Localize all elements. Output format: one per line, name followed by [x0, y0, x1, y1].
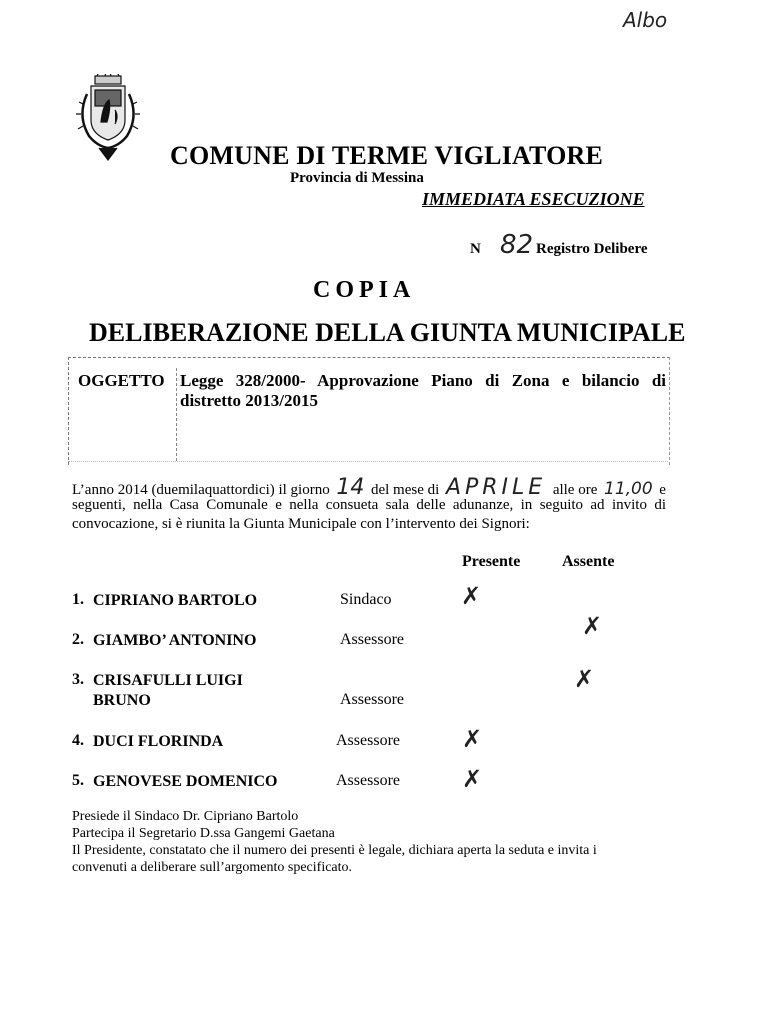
handwritten-month: APRILE [445, 475, 547, 500]
member-3-role: Assessore [340, 691, 404, 708]
member-4-number: 4. [72, 732, 84, 749]
subject-label: OGGETTO [78, 371, 165, 390]
execution-status: IMMEDIATA ESECUZIONE [422, 189, 645, 209]
intro-text-rest: seguenti, nella Casa Comunale e nella consueta sala delle adunanze, in seguito ad invito di convocazione, si è riunita la Giunta Municipale con l’intervento dei Signori: [72, 497, 666, 532]
document-title: DELIBERAZIONE DELLA GIUNTA MUNICIPALE [89, 318, 686, 347]
municipal-crest-logo [75, 74, 141, 166]
intro-text-month-label: del mese di [370, 482, 440, 498]
intro-text-e: e [659, 482, 666, 498]
absent-column-header: Assente [562, 553, 615, 570]
member-3-number: 3. [72, 671, 84, 688]
member-1-present-mark: ✗ [461, 582, 482, 610]
register-number-value: 82 [500, 230, 534, 260]
member-4-role: Assessore [336, 732, 400, 749]
member-1-name: CIPRIANO BARTOLO [93, 592, 258, 609]
member-2-absent-mark: ✗ [582, 612, 603, 640]
register-n-label: N [470, 241, 481, 257]
member-4-name: DUCI FLORINDA [93, 733, 224, 750]
member-5-number: 5. [72, 772, 84, 789]
member-5-role: Assessore [336, 772, 400, 789]
member-5-present-mark: ✗ [462, 765, 483, 793]
coat-of-arms-icon [75, 74, 141, 166]
subject-text: Legge 328/2000- Approvazione Piano di Zona e bilancio di distretto 2013/2015 [180, 371, 666, 410]
member-2-role: Assessore [340, 631, 404, 648]
subject-divider [176, 368, 177, 461]
present-column-header: Presente [462, 553, 521, 570]
member-5-name: GENOVESE DOMENICO [93, 773, 278, 790]
member-2-name: GIAMBO’ ANTONINO [93, 632, 257, 649]
intro-text-hour-label: alle ore [552, 482, 598, 498]
closing-line-quorum: Il Presidente, constatato che il numero dei presenti è legale, dichiara aperta la seduta e invita i [72, 843, 597, 858]
member-3-name: CRISAFULLI LUIGI BRUNO [93, 672, 243, 709]
closing-line-president: Presiede il Sindaco Dr. Cipriano Bartolo [72, 809, 299, 824]
member-2-number: 2. [72, 631, 84, 648]
municipality-title: COMUNE DI TERME VIGLIATORE [170, 141, 604, 170]
closing-line-deliberate: convenuti a deliberare sull’argomento specificato. [72, 860, 353, 875]
subject-bottom-rule [68, 461, 668, 462]
copy-label: COPIA [313, 277, 416, 303]
intro-text-year: L’anno 2014 (duemilaquattordici) il giorno [72, 482, 330, 498]
member-1-number: 1. [72, 591, 84, 608]
handwritten-hour: 11,00 [604, 479, 653, 499]
member-3-absent-mark: ✗ [574, 665, 595, 693]
closing-line-secretary: Partecipa il Segretario D.ssa Gangemi Gaetana [72, 826, 335, 841]
province-subtitle: Provincia di Messina [290, 170, 424, 186]
handwritten-day: 14 [336, 475, 365, 500]
member-1-role: Sindaco [340, 591, 392, 608]
closing-paragraph [72, 808, 672, 876]
albo-handwritten-stamp: Albo [623, 8, 668, 32]
register-label: Registro Delibere [536, 241, 648, 257]
member-4-present-mark: ✗ [462, 725, 483, 753]
meeting-intro-paragraph [72, 475, 666, 534]
